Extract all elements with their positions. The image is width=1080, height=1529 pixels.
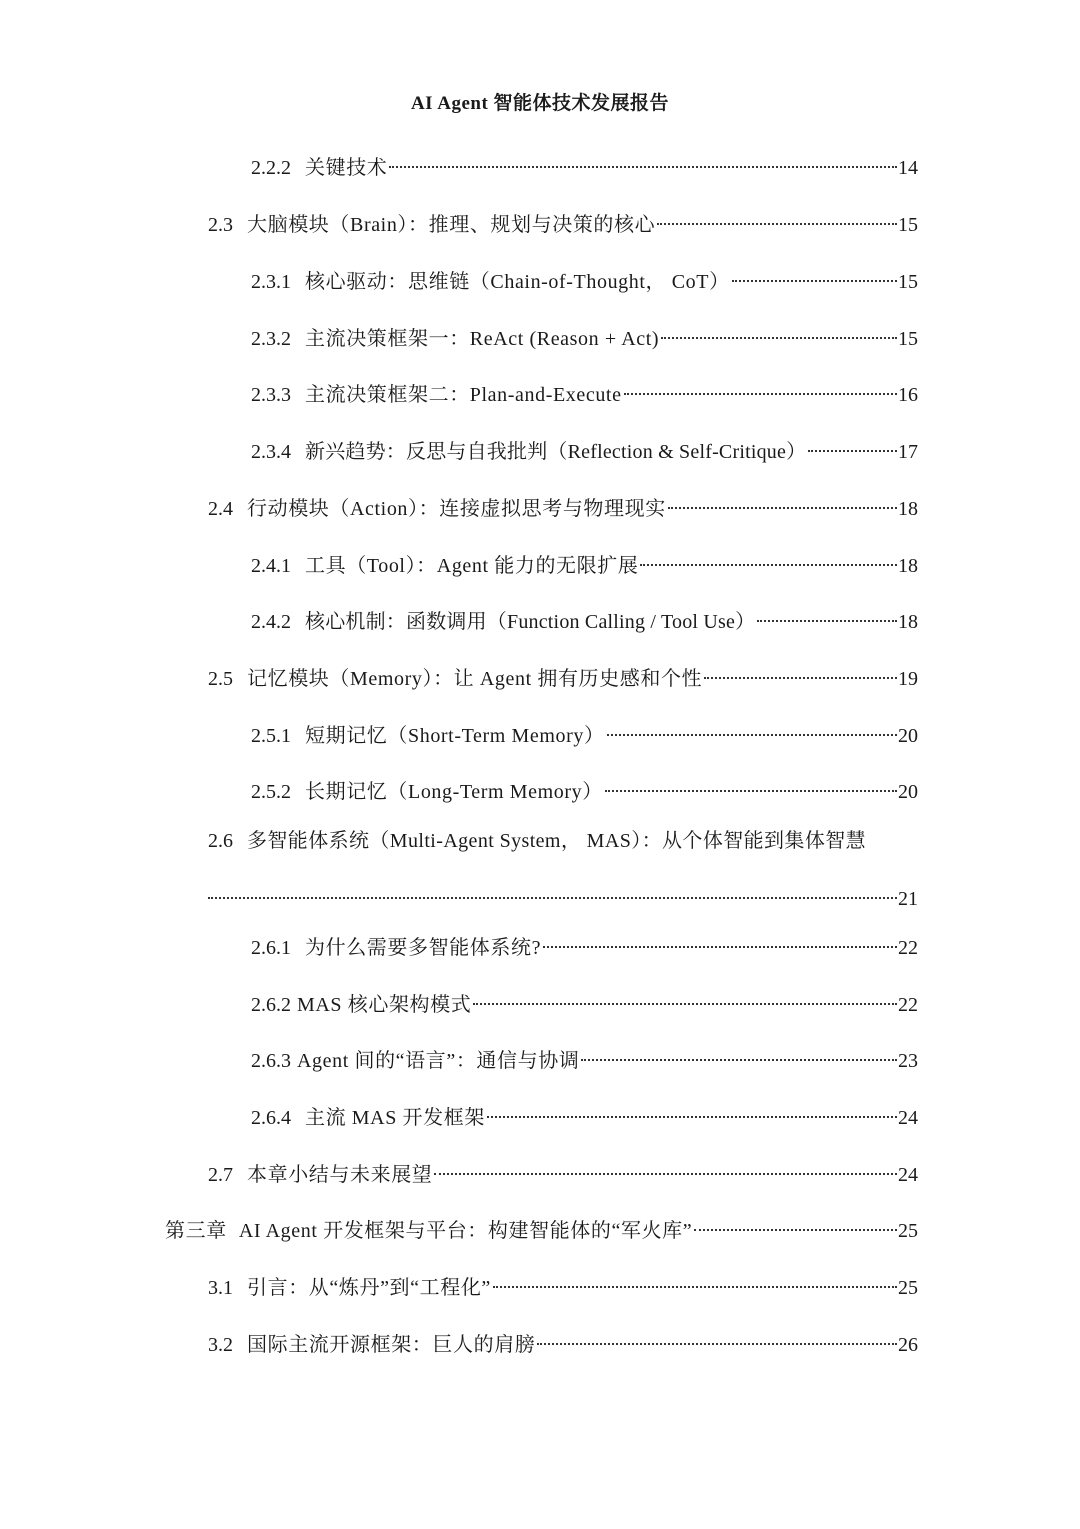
toc-number: 2.6.1 [251, 937, 291, 959]
toc-number: 2.7 [208, 1164, 233, 1186]
toc-title: 关键技术 [305, 157, 388, 179]
toc-leader [473, 983, 897, 1011]
toc-entry[interactable] [251, 146, 918, 182]
toc-title: MAS 核心架构模式 [297, 994, 472, 1016]
toc-entry[interactable] [251, 1039, 918, 1075]
toc-page-number: 15 [898, 328, 918, 350]
toc-entry[interactable] [251, 1096, 918, 1132]
toc-entry[interactable] [208, 487, 918, 523]
toc-page-number: 24 [898, 1164, 918, 1186]
toc-leader [493, 1266, 897, 1294]
toc-leader [732, 260, 897, 288]
toc-title: 多智能体系统（Multi-Agent System， MAS）：从个体智能到集体智慧 [247, 830, 867, 852]
toc-page-number: 22 [898, 937, 918, 959]
toc-number: 2.4 [208, 498, 233, 520]
toc-entry[interactable] [208, 1266, 918, 1302]
toc-leader [757, 600, 897, 628]
toc-entry[interactable] [251, 714, 918, 750]
toc-title: Agent 间的“语言”：通信与协调 [297, 1050, 580, 1072]
toc-leader [208, 877, 897, 905]
toc-entry[interactable] [251, 373, 918, 409]
toc-title: 国际主流开源框架：巨人的肩膀 [247, 1334, 536, 1356]
toc-chapter-number: 第三章 [165, 1220, 227, 1242]
toc-title: 新兴趋势：反思与自我批判（Reflection & Self-Critique） [305, 441, 807, 463]
toc-number: 2.6.3 [251, 1050, 291, 1072]
toc-leader [657, 203, 897, 231]
toc-page-number: 25 [898, 1220, 918, 1242]
toc-leader [537, 1323, 897, 1351]
toc-page-number: 15 [898, 271, 918, 293]
toc-number: 2.3.3 [251, 384, 291, 406]
toc-number: 2.6 [208, 830, 233, 852]
toc-page-number: 24 [898, 1107, 918, 1129]
toc-leader [624, 373, 897, 401]
toc-page-number: 25 [898, 1277, 918, 1299]
toc-entry-continuation[interactable] [208, 877, 918, 913]
toc-number: 2.6.4 [251, 1107, 291, 1129]
toc-title: 记忆模块（Memory）：让 Agent 拥有历史感和个性 [247, 668, 703, 690]
toc-entry[interactable] [251, 430, 918, 466]
toc-number: 3.2 [208, 1334, 233, 1356]
toc-page-number: 20 [898, 781, 918, 803]
toc-leader [640, 544, 897, 572]
toc-title: 行动模块（Action）：连接虚拟思考与物理现实 [247, 498, 666, 520]
toc-leader [434, 1153, 897, 1181]
toc-number: 2.3.2 [251, 328, 291, 350]
toc-entry[interactable] [251, 770, 918, 806]
toc-title: 主流决策框架二：Plan-and-Execute [305, 384, 622, 406]
toc-leader [487, 1096, 897, 1124]
toc-entry-wrapped[interactable] [208, 827, 918, 855]
toc-entry-chapter[interactable] [165, 1209, 918, 1245]
toc-number: 2.6.2 [251, 994, 291, 1016]
toc-entry[interactable] [208, 203, 918, 239]
toc-page-number: 18 [898, 611, 918, 633]
toc-page-number: 14 [898, 157, 918, 179]
toc-page-number: 17 [898, 441, 918, 463]
toc-entry[interactable] [251, 983, 918, 1019]
toc-number: 3.1 [208, 1277, 233, 1299]
toc-entry[interactable] [251, 600, 918, 636]
toc-number: 2.3 [208, 214, 233, 236]
toc-leader [543, 926, 897, 954]
toc-title: 本章小结与未来展望 [247, 1164, 433, 1186]
toc-entry[interactable] [251, 926, 918, 962]
toc-page-number: 23 [898, 1050, 918, 1072]
toc-page-number: 18 [898, 555, 918, 577]
toc-title: 主流 MAS 开发框架 [305, 1107, 485, 1129]
page-header-title: AI Agent 智能体技术发展报告 [410, 93, 670, 114]
toc-page-number: 20 [898, 725, 918, 747]
toc-title: 核心驱动：思维链（Chain-of-Thought， CoT） [305, 271, 730, 293]
toc-number: 2.3.1 [251, 271, 291, 293]
toc-title: 核心机制：函数调用（Function Calling / Tool Use） [305, 611, 756, 633]
toc-number: 2.2.2 [251, 157, 291, 179]
toc-page-number: 18 [898, 498, 918, 520]
toc-page-number: 16 [898, 384, 918, 406]
toc-page-number: 21 [898, 888, 918, 910]
toc-entry[interactable] [251, 544, 918, 580]
toc-number: 2.5 [208, 668, 233, 690]
toc-title: 长期记忆（Long-Term Memory） [305, 781, 603, 803]
toc-entry[interactable] [208, 657, 918, 693]
toc-entry[interactable] [251, 317, 918, 353]
toc-page-number: 22 [898, 994, 918, 1016]
toc-title: 为什么需要多智能体系统? [305, 937, 542, 959]
toc-title: 工具（Tool）：Agent 能力的无限扩展 [305, 555, 639, 577]
toc-title: 主流决策框架一：ReAct (Reason + Act) [305, 328, 660, 350]
toc-page-number: 26 [898, 1334, 918, 1356]
toc-leader [808, 430, 897, 458]
toc-number: 2.4.2 [251, 611, 291, 633]
toc-leader [389, 146, 897, 174]
toc-entry[interactable] [208, 1323, 918, 1359]
toc-page-number: 19 [898, 668, 918, 690]
toc-entry[interactable] [208, 1153, 918, 1189]
toc-leader [694, 1209, 897, 1237]
toc-leader [668, 487, 897, 515]
toc-leader [704, 657, 897, 685]
toc-page-number: 15 [898, 214, 918, 236]
toc-leader [661, 317, 897, 345]
toc-number: 2.4.1 [251, 555, 291, 577]
toc-leader [607, 714, 897, 742]
toc-title: 引言：从“炼丹”到“工程化” [247, 1277, 491, 1299]
toc-leader [605, 770, 897, 798]
toc-entry[interactable] [251, 260, 918, 296]
toc-number: 2.3.4 [251, 441, 291, 463]
toc-number: 2.5.1 [251, 725, 291, 747]
toc-title: 短期记忆（Short-Term Memory） [305, 725, 605, 747]
toc-title: AI Agent 开发框架与平台：构建智能体的“军火库” [238, 1220, 693, 1242]
toc-title: 大脑模块（Brain）：推理、规划与决策的核心 [247, 214, 656, 236]
toc-number: 2.5.2 [251, 781, 291, 803]
toc-leader [581, 1039, 897, 1067]
